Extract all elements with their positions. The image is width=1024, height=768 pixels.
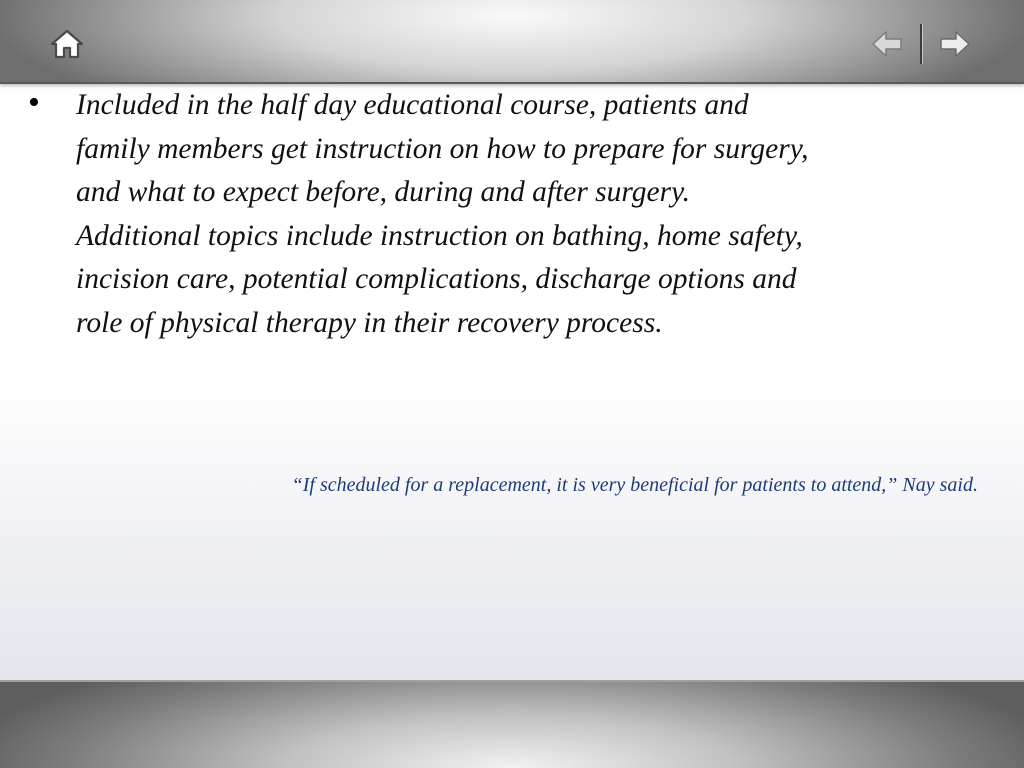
home-icon — [50, 28, 84, 60]
previous-slide-button[interactable] — [870, 28, 904, 60]
next-slide-button[interactable] — [938, 28, 972, 60]
quote-text: “If scheduled for a replacement, it is very beneficial for patients to attend,” Nay said. — [291, 474, 978, 496]
home-button[interactable] — [50, 28, 84, 60]
slide-navigation — [870, 24, 974, 64]
bottom-bar — [0, 680, 1024, 768]
bullet-text: Included in the half day educational course, patients and family members get instruction on how to prepare for surgery, and what to expect before, during and after surgery. Additional topics include instruction on bathing, home safety, incision care, potential complications, discharge options and role of physical therapy in their recovery process. — [76, 89, 809, 339]
navigation-divider — [920, 24, 922, 64]
bullet-marker: • — [28, 84, 40, 121]
top-toolbar — [0, 0, 1024, 84]
slide-content — [28, 84, 848, 345]
arrow-left-icon — [870, 28, 904, 60]
bullet-item — [28, 84, 848, 345]
arrow-right-icon — [938, 28, 972, 60]
